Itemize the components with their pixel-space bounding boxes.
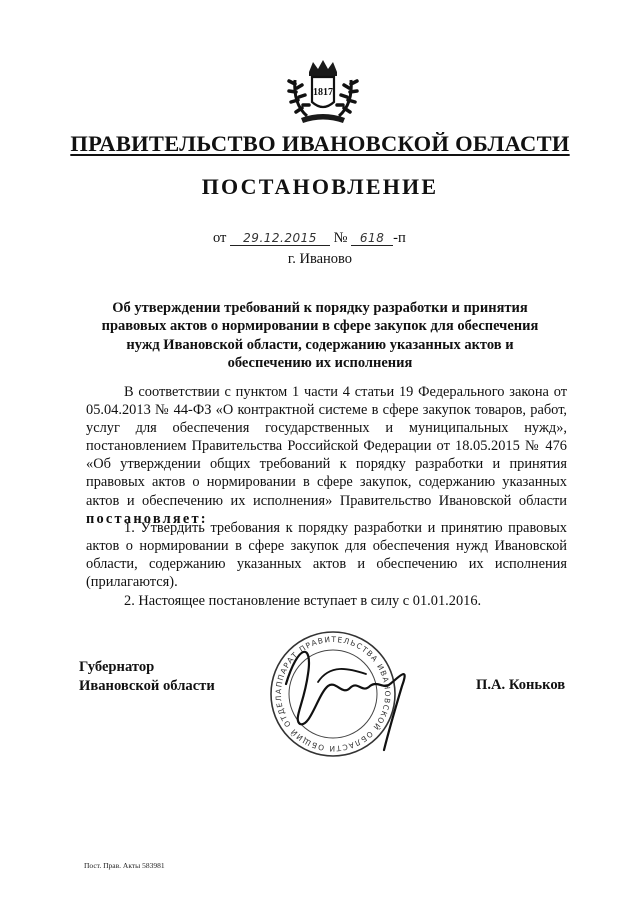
date-number-line [213,230,406,247]
number-suffix-label: -п [393,230,406,246]
resolution-subject: Об утверждении требований к порядку разработки и принятия правовых актов о нормировании в сфере закупок для обеспечения нужд Ивановской области, содержанию указанных актов и обеспечению их исполнения [101,300,539,371]
date-prefix-label: от [213,230,227,246]
svg-text:1817: 1817 [313,87,333,98]
signer-name: П.А. Коньков [476,677,566,693]
signer-position [79,658,215,696]
resolution-item-2: 2. Настоящее постановление вступает в силу с 01.01.2016. [124,593,482,609]
official-seal-with-signature [238,624,423,764]
city-label: г. Иваново [287,251,353,267]
government-name-heading: ПРАВИТЕЛЬСТВО ИВАНОВСКОЙ ОБЛАСТИ [70,131,570,156]
seal-inscription: АППАРАТ ПРАВИТЕЛЬСТВА ИВАНОВСКОЙ ОБЛАСТИ ОБЩИЙ ОТДЕЛ [273,634,393,754]
number-sign-label: № [333,230,348,246]
signer-position-line-1: Губернатор [79,659,155,675]
svg-text:АППАРАТ ПРАВИТЕЛЬСТВА ИВАНОВСК [274,635,392,753]
preamble-paragraph [86,383,567,528]
signer-position-line-2: Ивановской области [79,678,215,694]
registry-reference: Пост. Прав. Акты 583981 [84,861,165,870]
resolution-keyword: постановляет: [86,510,208,527]
resolution-item-1: 1. Утвердить требования к порядку разработки и принятию правовых актов о нормировании в сфере закупок для обеспечения нужд Ивановской области, содержанию указанных актов и обеспечению их исполнения (прилагаются). [86,520,567,591]
preamble-text: В соответствии с пунктом 1 части 4 статьи 19 Федерального закона от 05.04.2013 № 44-ФЗ «О контрактной системе в сфере закупок товаров, работ, услуг для обеспечения государственных и муниципальных нужд», постановлением Правительства Российской Федерации от 18.05.2015 № 476 «Об утверждении общих требований к порядку разработки и принятия правовых актов о нормировании в сфере закупок, содержанию указанных актов и обеспечению их исполнения» Правительство Ивановской области [86,384,567,509]
number-handwritten-field: 618 [351,231,393,246]
coat-of-arms-emblem [285,58,361,126]
document-type-heading: ПОСТАНОВЛЕНИЕ [201,174,439,199]
date-handwritten-field: 29.12.2015 [230,231,330,246]
